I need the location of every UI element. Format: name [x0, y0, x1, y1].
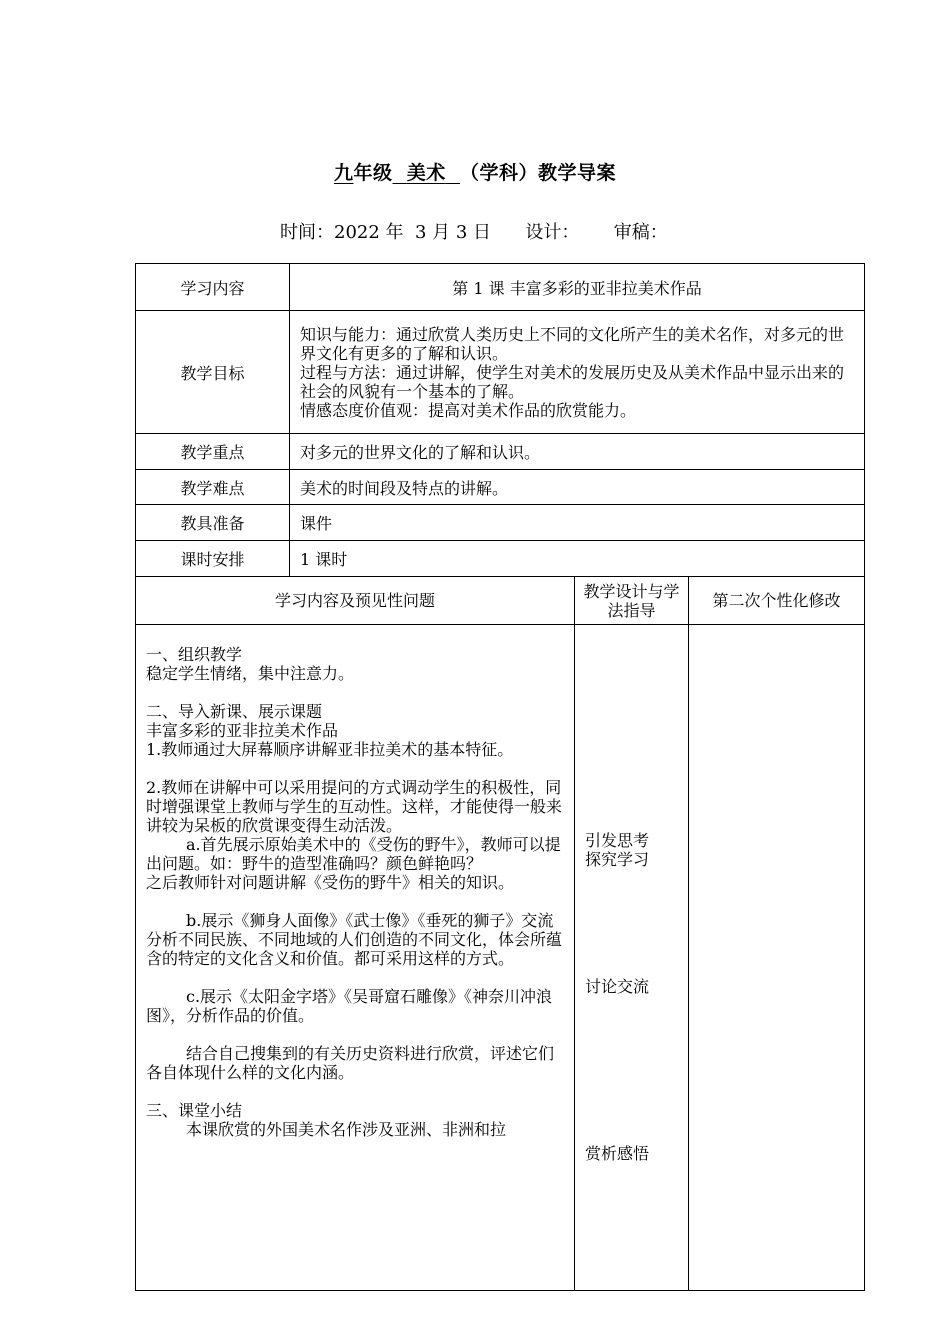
revision-column-header: 第二次个性化修改: [689, 577, 865, 625]
row-value: 第 1 课 丰富多彩的亚非拉美术作品: [290, 264, 865, 311]
paragraph: 本课欣赏的外国美术名作涉及亚洲、非洲和拉: [186, 1120, 507, 1139]
column-header-row: [136, 577, 865, 625]
grade-suffix: 年级: [353, 162, 393, 184]
objectives-cell: [290, 311, 865, 434]
section-heading: 一、组织教学: [146, 645, 243, 664]
row-difficulties: [136, 470, 865, 505]
row-value: 对多元的世界文化的了解和认识。: [290, 434, 865, 470]
design-body: [575, 625, 689, 1291]
row-key-points: [136, 434, 865, 470]
design-note: 讨论交流: [585, 977, 650, 996]
row-label: 教学目标: [136, 311, 290, 434]
paragraph: 丰富多彩的亚非拉美术作品: [146, 721, 339, 740]
section-heading: 二、导入新课、展示课题: [146, 702, 323, 721]
paragraph: 2.教师在讲解中可以采用提问的方式调动学生的积极性，同时增强课堂上教师与学生的互动性。这样，才能使得一般来讲较为呆板的欣赏课变得生动活泼。: [146, 778, 563, 835]
paragraph: 稳定学生情绪，集中注意力。: [146, 664, 355, 683]
paragraph: 1.教师通过大屏幕顺序讲解亚非拉美术的基本特征。: [146, 740, 514, 759]
meta-line: 时间：2022 年 3 月 3 日 设计： 审稿：: [280, 222, 668, 243]
design-note: 引发思考 探究学习: [585, 831, 650, 869]
row-label: 教具准备: [136, 505, 290, 541]
objective-line: 情感态度价值观：提高对美术作品的欣赏能力。: [300, 400, 637, 420]
paragraph: 之后教师针对问题讲解《受伤的野牛》相关的知识。: [146, 873, 515, 892]
objective-line: 知识与能力：通过欣赏人类历史上不同的文化所产生的美术名作，对多元的世界文化有更多的了解和认识。: [300, 324, 845, 363]
row-objectives: [136, 311, 865, 434]
row-value: 美术的时间段及特点的讲解。: [290, 470, 865, 505]
design-note: 赏析感悟: [585, 1144, 650, 1163]
row-materials: [136, 505, 865, 541]
row-label: 学习内容: [136, 264, 290, 311]
content-body: [136, 625, 575, 1291]
content-column-header: 学习内容及预见性问题: [136, 577, 575, 625]
section-heading: 三、课堂小结: [146, 1101, 243, 1120]
body-row: [136, 625, 865, 1291]
paragraph: 结合自己搜集到的有关历史资料进行欣赏，评述它们各自体现什么样的文化内涵。: [146, 1044, 555, 1082]
row-study-content: [136, 264, 865, 311]
row-label: 教学重点: [136, 434, 290, 470]
row-label: 课时安排: [136, 541, 290, 577]
design-column-header: 教学设计与学法指导: [575, 577, 689, 625]
row-value: 课件: [290, 505, 865, 541]
paragraph: a.首先展示原始美术中的《受伤的野牛》，教师可以提出问题。如：野牛的造型准确吗？颜色鲜艳吗？: [146, 835, 561, 873]
revision-body[interactable]: [689, 625, 865, 1291]
subject: 美术: [406, 162, 446, 184]
paragraph: b.展示《狮身人面像》《武士像》《垂死的狮子》交流分析不同民族、不同地域的人们创造的不同文化，体会所蕴含的特定的文化含义和价值。都可采用这样的方式。: [146, 911, 563, 968]
title-rest: （学科）教学导案: [460, 162, 617, 184]
row-value: 1 课时: [290, 541, 865, 577]
grade: 九: [333, 162, 354, 184]
row-schedule: [136, 541, 865, 577]
lesson-plan-table: [135, 263, 865, 1291]
paragraph: c.展示《太阳金字塔》《吴哥窟石雕像》《神奈川冲浪图》，分析作品的价值。: [146, 987, 553, 1025]
document-title: [0, 158, 950, 185]
objective-line: 过程与方法：通过讲解，使学生对美术的发展历史及从美术作品中显示出来的社会的风貌有一个基本的了解。: [300, 362, 845, 401]
row-label: 教学难点: [136, 470, 290, 505]
